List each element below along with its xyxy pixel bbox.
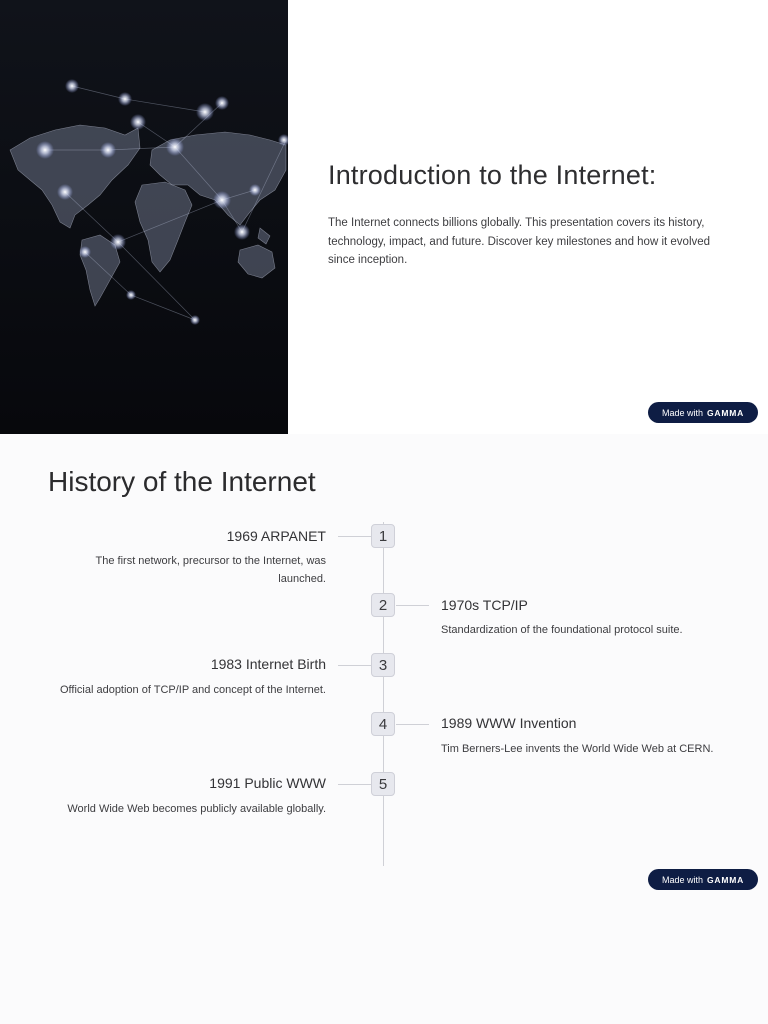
gamma-logo: GAMMA (706, 407, 745, 418)
event-title-2: 1970s TCP/IP (441, 597, 528, 613)
event-title-3: 1983 Internet Birth (210, 656, 326, 672)
made-with-gamma-badge[interactable] (648, 869, 758, 890)
intro-title: Introduction to the Internet: (328, 160, 657, 190)
world-map-image (0, 0, 288, 434)
timeline-connector (338, 784, 371, 785)
timeline-node-1: 1 (371, 524, 395, 548)
event-title-5: 1991 Public WWW (209, 775, 326, 791)
event-description-1: The first network, precursor to the Internet, was launched. (95, 555, 326, 585)
event-description-3: Official adoption of TCP/IP and concept of the Internet. (59, 684, 326, 696)
gamma-logo: GAMMA (706, 874, 745, 885)
history-title: History of the Internet (48, 466, 316, 497)
event-description-4: Tim Berners-Lee invents the World Wide Web at CERN. (441, 743, 714, 755)
timeline-connector (338, 665, 371, 666)
event-title-1: 1969 ARPANET (226, 528, 326, 544)
network-map-illustration (0, 0, 288, 434)
timeline-node-3: 3 (371, 653, 395, 677)
timeline-connector (396, 724, 429, 725)
timeline-node-2: 2 (371, 593, 395, 617)
timeline-node-5: 5 (371, 772, 395, 796)
badge-prefix: Made with (661, 874, 703, 885)
intro-body: The Internet connects billions globally. This presentation covers its history, technology, impact, and future. Discover key milestones and how it evolved since inception. (328, 217, 711, 266)
event-description-5: World Wide Web becomes publicly available globally. (67, 803, 326, 815)
event-description-2: Standardization of the foundational protocol suite. (441, 624, 683, 636)
badge-prefix: Made with (661, 407, 703, 418)
timeline-node-4: 4 (371, 712, 395, 736)
timeline-connector (338, 536, 371, 537)
timeline-connector (396, 605, 429, 606)
made-with-gamma-badge[interactable] (648, 402, 758, 423)
slide-introduction (0, 0, 768, 434)
event-title-4: 1989 WWW Invention (441, 715, 577, 731)
timeline-line (383, 522, 384, 866)
